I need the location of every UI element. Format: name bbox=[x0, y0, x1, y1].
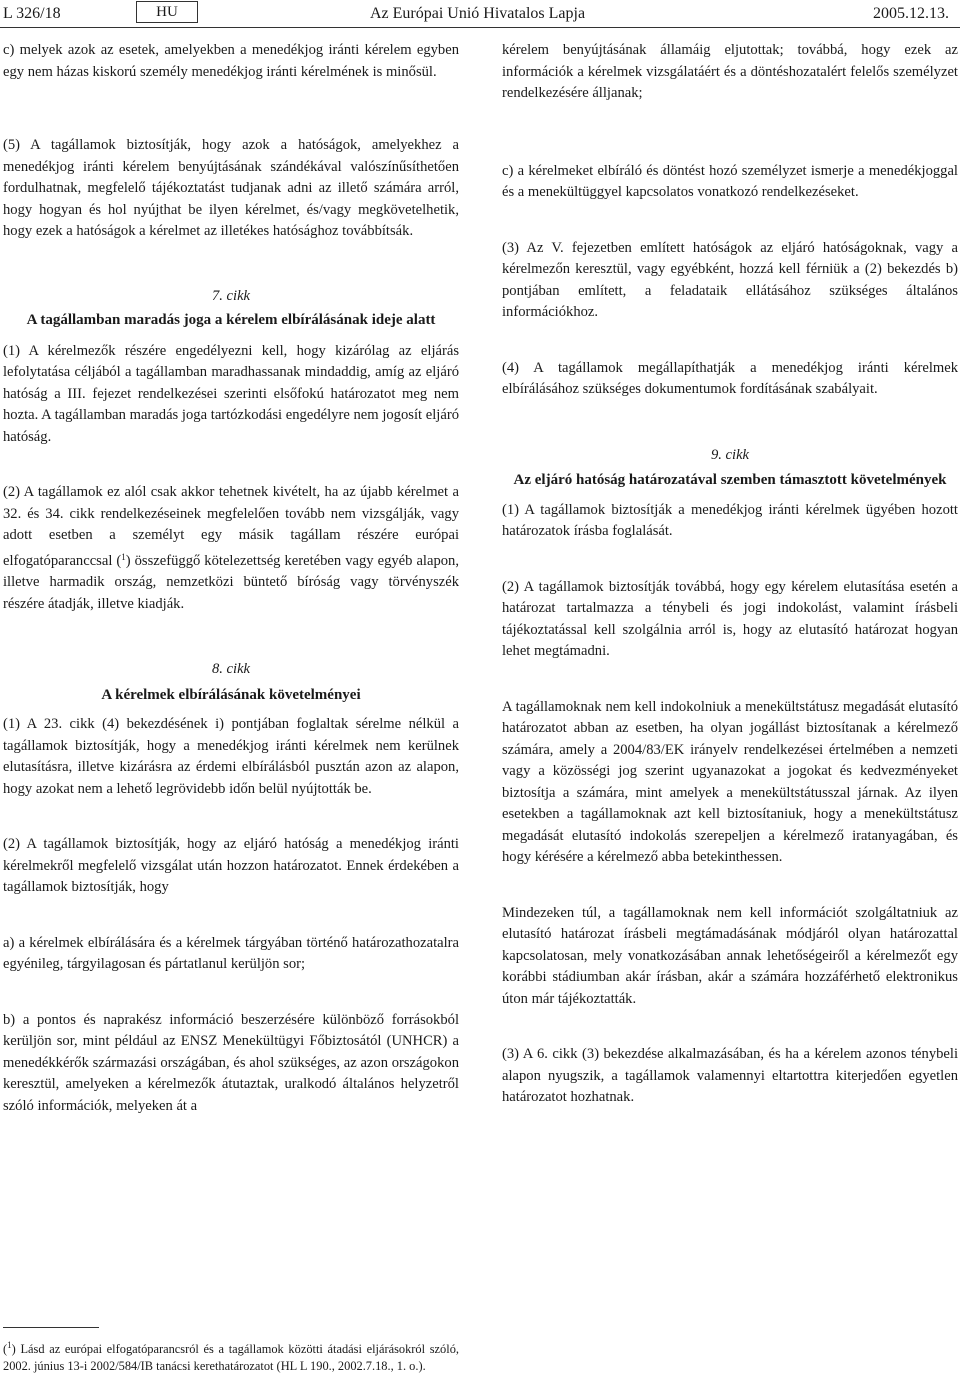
article-9-paragraph-1: (1) A tagállamok biztosítják a menedékjog iránti kérelmek ügyében hozott határozatok írásba foglalását. bbox=[502, 501, 958, 539]
article-9-paragraph-2: (2) A tagállamok biztosítják továbbá, hogy egy kérelem elutasítása esetén a határozat tartalmazza a ténybeli és jogi indokolást, valamint írásbeli tájékoztatással kell szolgálnia arról is, hogy az elutasító határozat hogyan lehet megtámadni. bbox=[502, 578, 958, 659]
article-7-paragraph-2: (2) A tagállamok ez alól csak akkor tehetnek kivételt, ha az újabb kérelmet a 32. és 34. cikk rendelkezéseinek megfelelően tovább nem vizsgálják, vagy adott esetben a személyt egy másik tagállam részére európai elfogatóparanccsal ($^1$) összefüggő kötelezettség keretében vagy egyéb alapon, illetve harmadik ország, nemzetközi büntető bíróság vagy törvényszék részére átadják, illetve kiadják. bbox=[3, 484, 459, 612]
article-8-title: A kérelmek elbírálásának követelményei bbox=[101, 686, 361, 703]
article-8-paragraph-2: (2) A tagállamok biztosítják, hogy az eljáró hatóság a menedékjog iránti kérelmekről megfelelő vizsgálat után hozzon határozatot. Ennek érdekében a tagállamok biztosítják, hogy bbox=[3, 836, 459, 895]
page-header bbox=[0, 0, 960, 30]
paragraph-c-staff: c) a kérelmeket elbíráló és döntést hozó személyzet ismerje a menedékjoggal és a menekültüggyel kapcsolatos vonatkozó rendelkezéseket. bbox=[502, 162, 958, 200]
article-8-label: 8. cikk bbox=[211, 661, 251, 677]
paragraph-5-authorities: (5) A tagállamok biztosítják, hogy azok a hatóságok, amelyekhez a menedékjog iránti kérelem benyújtásának szándékával valószínűsíthetően fordulhatnak, megfelelő tájékoztatást tudjanak adni az illető számára arról, hogy hogyan és hol nyújthat be ilyen kérelmet, és/vagy megkövetelhetik, hogy ezek a hatóságok a kérelmet az illetékes hatósághoz továbbítsák. bbox=[3, 137, 459, 239]
article-8-point-a: a) a kérelmek elbírálására és a kérelmek tárgyában történő határozathozatalra egyénileg, tárgyilagosan és pártatlanul kerüljön sor; bbox=[3, 934, 459, 972]
publication-date: 2005.12.13. bbox=[873, 5, 949, 22]
footnote-number: 1 bbox=[7, 1340, 12, 1350]
right-column bbox=[502, 40, 958, 1109]
article-9-title: Az eljáró hatóság határozatával szemben támasztott követelmények bbox=[513, 472, 947, 488]
journal-title: Az Európai Unió Hivatalos Lapja bbox=[370, 5, 586, 22]
left-column bbox=[3, 40, 459, 1117]
paragraph-4-translation: (4) A tagállamok megállapíthatják a menedékjog iránti kérelmek elbírálásához szükséges dokumentumok fordításának szabályait. bbox=[502, 359, 958, 397]
language-code-box: HU bbox=[136, 1, 198, 23]
page-reference: L 326/18 bbox=[3, 5, 61, 22]
article-7-label: 7. cikk bbox=[211, 287, 251, 304]
article-9-label: 9. cikk bbox=[710, 446, 750, 463]
paragraph-3-access: (3) Az V. fejezetben említett hatóságok az eljáró hatóságoknak, vagy a kérelmezőn keresztül, vagy egyébként, hozzá kell férniük a (2) bekezdés b) pontjában említett, a feladataik ellátásához szükséges általános információkhoz. bbox=[502, 239, 958, 320]
header-rule bbox=[0, 27, 960, 28]
paragraph-b-continued: kérelem benyújtásának államáig eljutottak; továbbá, hogy ezek az információk a kérelmek vizsgálatáért és a döntéshozatalért felelős személyzet rendelkezésére álljanak; bbox=[502, 42, 958, 101]
article-8-point-b: b) a pontos és naprakész információ beszerzésére különböző forrásokból kerüljön sor, mint például az ENSZ Menekültügyi Főbiztosától (UNHCR) a menedékkérők származási országában, és ahol szükséges, az azon országokon keresztül, amelyeken a kérelmezők átutaztak, uralkodó általános helyzetről szóló információk, melyeken át a bbox=[3, 1011, 459, 1114]
footnote: ($^1$) Lásd az európai elfogatóparancsról és a tagállamok közötti átadási eljárásokról szóló, 2002. június 13-i 2002/584/IB tanácsi kerethatározatot (HL L 190., 2002.7.18., 1. o.). bbox=[3, 1340, 459, 1373]
footnote-text: Lásd az európai elfogatóparancsról és a tagállamok közötti átadási eljárásokról szóló, 2002. június 13-i 2002/584/IB tanácsi kerethatározatot (HL L 190., 2002.7.18., 1. o.). bbox=[3, 1342, 459, 1373]
paragraph-c-minor: c) melyek azok az esetek, amelyekben a menedékjog iránti kérelem egyben egy nem házas kiskorú személy menedékjog iránti kérelmének is minősül. bbox=[3, 42, 459, 80]
article-9-paragraph-3: (3) A 6. cikk (3) bekezdése alkalmazásában, és ha a kérelem azonos ténybeli alapon nyugszik, a tagállamok valamennyi eltartottra kiterjedően egyetlen határozatot hozhatnak. bbox=[502, 1046, 958, 1105]
article-8-paragraph-1: (1) A 23. cikk (4) bekezdésének i) pontjában foglaltak sérelme nélkül a tagállamok biztosítják, hogy a menedékjog iránti kérelmek nem kerülnek elutasításra, illetve kizárásra az érdemi elbírálásból pusztán azon az alapon, hogy azokat nem a lehető legrövidebb időn belül nyújtották be. bbox=[3, 716, 459, 797]
article-7-title: A tagállamban maradás joga a kérelem elbírálásának ideje alatt bbox=[26, 312, 436, 328]
article-9-paragraph-information: Mindezeken túl, a tagállamoknak nem kell információt szolgáltatniuk az elutasító határozat írásbeli megtámadásának módjáról olyan határozattal kapcsolatosan, mely vonatkozásában annak lehetőségeiről a kérelmezőt egy korábbi stádiumban akár írásban, akár a számára hozzáférhető elektronikus úton már tájékoztatták. bbox=[502, 904, 958, 1007]
article-7-paragraph-1: (1) A kérelmezők részére engedélyezni kell, hogy kizárólag az eljárás lefolytatása céljából a tagállamban maradhassanak mindaddig, amíg az eljáró hatóság a III. fejezet rendelkezései szerinti elsőfokú határozatot meg nem hozta. A tagállamban maradás joga tartózkodási engedélyre nem jogosít eljáró hatóság. bbox=[3, 342, 459, 445]
footnote-reference: 1 bbox=[121, 551, 126, 562]
footnote-rule bbox=[3, 1327, 99, 1328]
article-9-paragraph-refugee-status: A tagállamoknak nem kell indokolniuk a menekültstátusz megadását elutasító határozatot abban az esetben, ha olyan jogállást biztosítanak a kérelmező számára, amely a 2004/83/EK irányelv rendelkezései értelmében a nemzeti vagy a közösségi jog szerint ugyanazokat a jogokat és kedvezményeket biztosítja a számára, mint amelyek a menekültstátusszal járnak. Az ilyen esetekben a tagállamoknak azt kell biztosítaniuk, hogy a menekültstátusz megadását elutasító indokolás szerepeljen a kérelmező iratanyagában, és hogy kérésére a kérelmező abba betekinthessen. bbox=[502, 698, 958, 865]
